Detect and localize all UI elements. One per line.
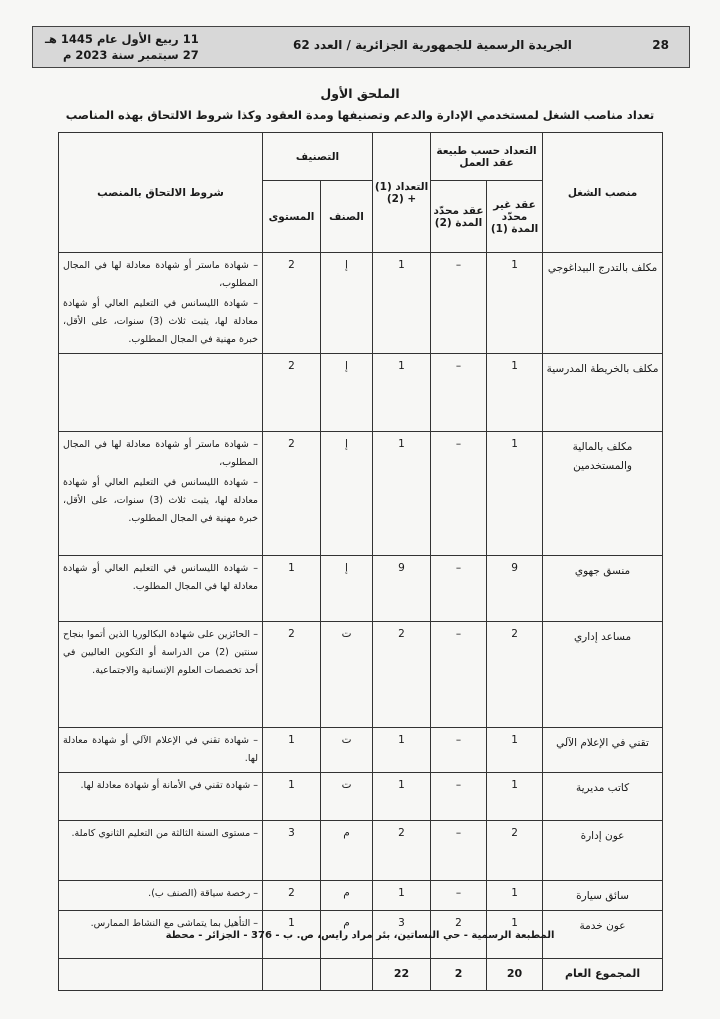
printer-footer: المطبعة الرسمية - حي البساتين، بئر مراد رايس، ص. ب - 376 - الجزائر - محطة [165, 930, 555, 941]
job-title-cell: مكلف بالخريطة المدرسية [543, 354, 663, 432]
totals-indefinite: 20 [487, 959, 543, 991]
level-cell: 1 [263, 728, 321, 773]
col-header-classification: التصنيف [263, 133, 373, 181]
indefinite-count-cell: 2 [487, 821, 543, 881]
level-cell: 1 [263, 911, 321, 959]
totals-empty-category [321, 959, 373, 991]
conditions-cell [59, 253, 263, 354]
conditions-cell [59, 354, 263, 432]
conditions-cell [59, 432, 263, 556]
total-count-cell: 1 [373, 253, 431, 354]
definite-count-cell: – [431, 622, 487, 728]
table-row [59, 253, 663, 354]
total-count-cell: 9 [373, 556, 431, 622]
total-count-cell: 1 [373, 432, 431, 556]
indefinite-count-cell: 1 [487, 253, 543, 354]
col-header-indefinite: عقد غير محدّد المدة (1) [487, 181, 543, 253]
col-header-by-contract: التعداد حسب طبيعة عقد العمل [431, 133, 543, 181]
condition-item: – شهادة ماستر أو شهادة معادلة لها في المجال المطلوب، [63, 260, 258, 289]
job-title-cell: كاتب مديرية [543, 773, 663, 821]
indefinite-count-cell: 1 [487, 911, 543, 959]
level-cell: 2 [263, 253, 321, 354]
condition-item: – شهادة تقني في الأمانة أو شهادة معادلة لها. [80, 780, 258, 791]
indefinite-count-cell: 1 [487, 728, 543, 773]
total-count-cell: 1 [373, 773, 431, 821]
indefinite-count-cell: 1 [487, 432, 543, 556]
job-title-cell: عون خدمة [543, 911, 663, 959]
category-cell: م [321, 821, 373, 881]
page-number: 28 [652, 38, 669, 52]
level-cell: 2 [263, 881, 321, 911]
condition-item: – رخصة سياقة (الصنف ب). [148, 888, 258, 899]
totals-row [59, 959, 663, 991]
conditions-cell [59, 728, 263, 773]
category-cell: م [321, 911, 373, 959]
col-header-definite: عقد محدّد المدة (2) [431, 181, 487, 253]
condition-item: – شهادة ماستر أو شهادة معادلة لها في المجال المطلوب، [63, 439, 258, 468]
journal-title: الجريدة الرسمية للجمهورية الجزائرية / العدد 62 [293, 38, 572, 52]
indefinite-count-cell: 1 [487, 881, 543, 911]
totals-empty-level [263, 959, 321, 991]
table-row [59, 622, 663, 728]
category-cell: م [321, 881, 373, 911]
job-title-cell: عون إدارة [543, 821, 663, 881]
table-row [59, 354, 663, 432]
category-cell: ت [321, 728, 373, 773]
indefinite-count-cell: 9 [487, 556, 543, 622]
total-count-cell: 1 [373, 728, 431, 773]
job-title-cell: مساعد إداري [543, 622, 663, 728]
definite-count-cell: – [431, 728, 487, 773]
job-title-cell: سائق سيارة [543, 881, 663, 911]
table-row [59, 556, 663, 622]
job-title-cell: منسق جهوي [543, 556, 663, 622]
conditions-cell [59, 556, 263, 622]
col-header-level: المستوى [263, 181, 321, 253]
table-row [59, 432, 663, 556]
total-count-cell: 1 [373, 354, 431, 432]
table-row [59, 821, 663, 881]
category-cell: إ [321, 253, 373, 354]
totals-label: المجموع العام [543, 959, 663, 991]
category-cell: إ [321, 556, 373, 622]
definite-count-cell: – [431, 773, 487, 821]
level-cell: 1 [263, 556, 321, 622]
indefinite-count-cell: 1 [487, 354, 543, 432]
annex-subtitle: تعداد مناصب الشغل لمستخدمي الإدارة والدعم وتصنيفها ومدة العقود وكذا شروط الالتحاق بهذه المناصب [65, 108, 655, 122]
positions-table [58, 132, 663, 991]
condition-item: – شهادة الليسانس في التعليم العالي أو شهادة معادلة لها، يثبت ثلاث (3) سنوات، على الأقل، خبرة مهنية في المجال المطلوب. [63, 477, 258, 524]
level-cell: 2 [263, 354, 321, 432]
level-cell: 2 [263, 432, 321, 556]
condition-item: – الحائزين على شهادة البكالوريا الذين أتموا بنجاح سنتين (2) من الدراسة أو التكوين العاليين في أحد تخصصات العلوم الإنسانية والاجتماعية. [63, 629, 258, 676]
category-cell: ت [321, 622, 373, 728]
issue-dates [45, 31, 199, 63]
col-header-job: منصب الشغل [543, 133, 663, 253]
table-row [59, 728, 663, 773]
table-row [59, 773, 663, 821]
condition-item: – شهادة الليسانس في التعليم العالي أو شهادة معادلة لها في المجال المطلوب. [63, 563, 258, 592]
gregorian-date: 27 سبتمبر سنة 2023 م [62, 48, 199, 62]
condition-item: – التأهيل بما يتماشى مع النشاط الممارس. [90, 918, 258, 929]
hijri-date: 11 ربيع الأول عام 1445 هـ [45, 32, 199, 46]
page-header [32, 26, 690, 68]
level-cell: 1 [263, 773, 321, 821]
conditions-cell [59, 773, 263, 821]
job-title-cell: تقني في الإعلام الآلي [543, 728, 663, 773]
definite-count-cell: – [431, 354, 487, 432]
definite-count-cell: – [431, 253, 487, 354]
total-count-cell: 3 [373, 911, 431, 959]
col-header-conditions: شروط الالتحاق بالمنصب [59, 133, 263, 253]
totals-definite: 2 [431, 959, 487, 991]
col-header-count: التعداد (1) + (2) [373, 133, 431, 253]
indefinite-count-cell: 1 [487, 773, 543, 821]
definite-count-cell: – [431, 432, 487, 556]
definite-count-cell: – [431, 821, 487, 881]
level-cell: 3 [263, 821, 321, 881]
totals-empty-conditions [59, 959, 263, 991]
category-cell: إ [321, 432, 373, 556]
indefinite-count-cell: 2 [487, 622, 543, 728]
total-count-cell: 2 [373, 821, 431, 881]
table-row [59, 881, 663, 911]
conditions-cell [59, 881, 263, 911]
definite-count-cell: – [431, 881, 487, 911]
total-count-cell: 2 [373, 622, 431, 728]
level-cell: 2 [263, 622, 321, 728]
annex-title: الملحق الأول [320, 86, 400, 101]
category-cell: إ [321, 354, 373, 432]
definite-count-cell: – [431, 556, 487, 622]
condition-item: – شهادة الليسانس في التعليم العالي أو شهادة معادلة لها، يثبت ثلاث (3) سنوات، على الأقل، خبرة مهنية في المجال المطلوب. [63, 298, 258, 345]
job-title-cell: مكلف بالمالية والمستخدمين [543, 432, 663, 556]
conditions-cell [59, 821, 263, 881]
condition-item: – شهادة تقني في الإعلام الآلي أو شهادة معادلة لها. [63, 735, 258, 764]
definite-count-cell: 2 [431, 911, 487, 959]
job-title-cell: مكلف بالتدرج البيداغوجي [543, 253, 663, 354]
col-header-category: الصنف [321, 181, 373, 253]
category-cell: ت [321, 773, 373, 821]
condition-item: – مستوى السنة الثالثة من التعليم الثانوي كاملة. [71, 828, 258, 839]
totals-count: 22 [373, 959, 431, 991]
total-count-cell: 1 [373, 881, 431, 911]
conditions-cell [59, 622, 263, 728]
